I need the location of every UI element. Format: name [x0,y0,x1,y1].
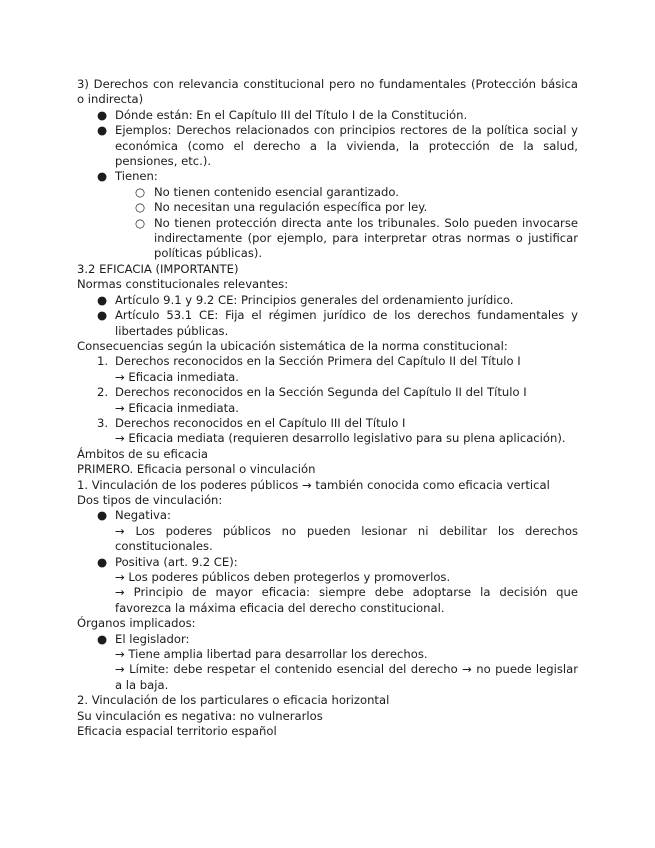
vinculacion-1: 1. Vinculación de los poderes públicos → también conocida como eficacia vertical [77,477,550,492]
list-item: 1. Derechos reconocidos en la Sección Primera del Capítulo II del Título I → Eficacia inmediata. [97,354,521,384]
list-item: ● Negativa: → Los poderes públicos no pueden lesionar ni debilitar los derechos constitucionales. [97,508,578,554]
list-item: ● Artículo 9.1 y 9.2 CE: Principios generales del ordenamiento jurídico. [97,292,514,307]
list-item: ○ No tienen contenido esencial garantizado. [135,184,399,199]
organos-label: Órganos implicados: [77,616,196,631]
consecuencias-label: Consecuencias según la ubicación sistemática de la norma constitucional: [77,338,508,353]
su-vinculacion: Su vinculación es negativa: no vulnerarlos [77,708,323,723]
section-3-heading: 3) Derechos con relevancia constitucional pero no fundamentales (Protección básica o indirecta) [77,77,578,107]
bullet-icon: ● [97,292,108,307]
eficacia-heading: 3.2 EFICACIA (IMPORTANTE) [77,261,239,276]
list-item: 2. Derechos reconocidos en la Sección Segunda del Capítulo II del Título I → Eficacia inmediata. [97,385,527,415]
bullet-icon: ● [97,508,108,523]
normas-list [77,293,578,339]
consecuencias-list [77,354,578,446]
bullet-icon: ● [97,107,108,122]
eficacia-espacial: Eficacia espacial territorio español [77,724,277,739]
tienen-sublist [77,185,578,262]
bullet-icon: ● [97,308,108,323]
list-item: ● Tienen: [97,169,158,184]
bullet-icon: ● [97,631,108,646]
list-item: ○ No necesitan una regulación específica por ley. [135,200,428,215]
normas-label: Normas constitucionales relevantes: [77,277,289,292]
list-item: ● Dónde están: En el Capítulo III del Título I de la Constitución. [97,107,468,122]
primero-label: PRIMERO. Eficacia personal o vinculación [77,462,316,477]
ambitos-label: Ámbitos de su eficacia [77,446,209,461]
circle-bullet-icon: ○ [135,184,146,199]
bullet-icon: ● [97,169,108,184]
dos-tipos-label: Dos tipos de vinculación: [77,492,223,507]
section-3-list [77,108,578,185]
list-item: ○ No tienen protección directa ante los tribunales. Solo pueden invocarse indirectamente (por ejemplo, para interpretar otras normas o justificar políticas públicas). [135,215,578,261]
list-item: ● Positiva (art. 9.2 CE): → Los poderes públicos deben protegerlos y promoverlos. → Principio de mayor eficacia: siempre debe adoptarse la decisión que favorezca la máxima eficacia del derecho constitucional. [97,554,578,615]
document-page [77,77,578,739]
list-item: ● Ejemplos: Derechos relacionados con principios rectores de la política social y económica (como el derecho a la vivienda, la protección de la salud, pensiones, etc.). [97,123,578,169]
circle-bullet-icon: ○ [135,215,146,230]
list-item: ● Artículo 53.1 CE: Fija el régimen jurídico de los derechos fundamentales y libertades públicas. [97,308,578,338]
list-item: ● El legislador: → Tiene amplia libertad para desarrollar los derechos. → Límite: debe respetar el contenido esencial del derecho → no puede legislar a la baja. [97,631,578,692]
organos-list [77,632,578,694]
bullet-icon: ● [97,554,108,569]
circle-bullet-icon: ○ [135,200,146,215]
vinculacion-2: 2. Vinculación de los particulares o eficacia horizontal [77,693,390,708]
bullet-icon: ● [97,123,108,138]
tipos-list [77,508,578,616]
list-item: 3. Derechos reconocidos en el Capítulo III del Título I → Eficacia mediata (requieren desarrollo legislativo para su plena aplicación). [97,415,566,446]
